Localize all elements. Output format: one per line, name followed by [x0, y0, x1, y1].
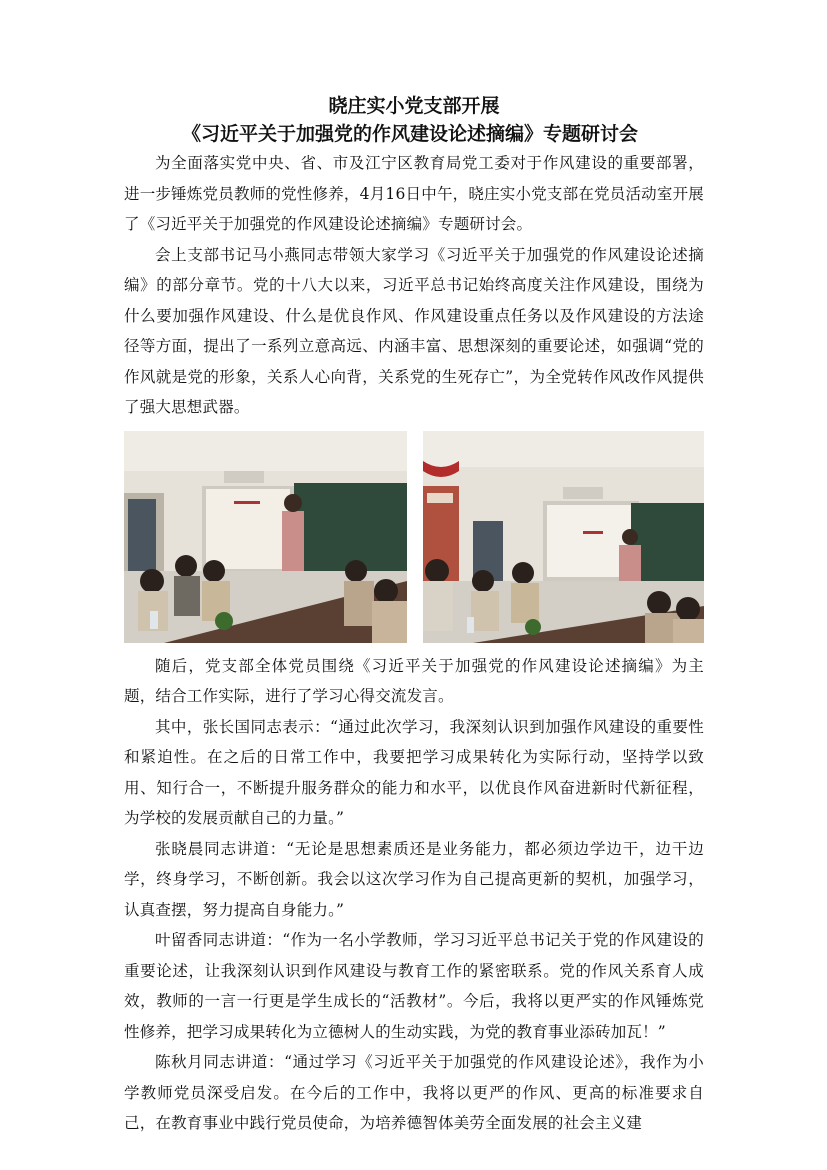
title-line-1: 晓庄实小党支部开展 [328, 95, 500, 117]
meeting-photo-right [423, 431, 704, 643]
article-title [124, 92, 704, 148]
title-line-2: 《习近平关于加强党的作风建设论述摘编》专题研讨会 [181, 123, 638, 145]
paragraph-chen-qiuyue: 陈秋月同志讲道：“通过学习《习近平关于加强党的作风建设论述》，我作为小学教师党员深受启发。在今后的工作中，我将以更严的作风、更高的标准要求自己，在教育事业中践行党员使命，为培养德智体美劳全面发展的社会主义建 [124, 1053, 704, 1132]
paragraph-ye-liuxiang: 叶留香同志讲道：“作为一名小学教师，学习习近平总书记关于党的作风建设的重要论述，让我深刻认识到作风建设与教育工作的紧密联系。党的作风关系育人成效，教师的一言一行更是学生成长的“活教材”。今后，我将以更严实的作风锤炼党性修养，把学习成果转化为立德树人的生动实践，为党的教育事业添砖加瓦！” [124, 931, 704, 1041]
document-page [124, 92, 704, 1139]
paragraph-intro: 为全面落实党中央、省、市及江宁区教育局党工委对于作风建设的重要部署，进一步锤炼党员教师的党性修养，4月16日中午，晓庄实小党支部在党员活动室开展了《习近平关于加强党的作风建设论述摘编》专题研讨会。 [124, 154, 704, 233]
paragraph-zhang-changguo: 其中，张长国同志表示：“通过此次学习，我深刻认识到加强作风建设的重要性和紧迫性。在之后的日常工作中，我要把学习成果转化为实际行动，坚持学以致用、知行合一，不断提升服务群众的能力和水平，以优良作风奋进新时代新征程，为学校的发展贡献自己的力量。” [124, 717, 704, 827]
paragraph-study: 会上支部书记马小燕同志带领大家学习《习近平关于加强党的作风建设论述摘编》的部分章节。党的十八大以来，习近平总书记始终高度关注作风建设，围绕为什么要加强作风建设、什么是优良作风、作风建设重点任务以及作风建设的方法途径等方面，提出了一系列立意高远、内涵丰富、思想深刻的重要论述，如强调“党的作风就是党的形象，关系人心向背，关系党的生死存亡”，为全党转作风改作风提供了强大思想武器。 [124, 245, 704, 416]
paragraph-exchange: 随后，党支部全体党员围绕《习近平关于加强党的作风建设论述摘编》为主题，结合工作实际，进行了学习心得交流发言。 [124, 656, 704, 705]
paragraph-zhang-xiaochen: 张晓晨同志讲道：“无论是思想素质还是业务能力，都必须边学边干，边干边学，终身学习，不断创新。我会以这次学习作为自己提高更新的契机，加强学习，认真查摆，努力提高自身能力。” [124, 839, 704, 919]
photo-row [124, 431, 704, 643]
meeting-photo-left [124, 431, 407, 643]
